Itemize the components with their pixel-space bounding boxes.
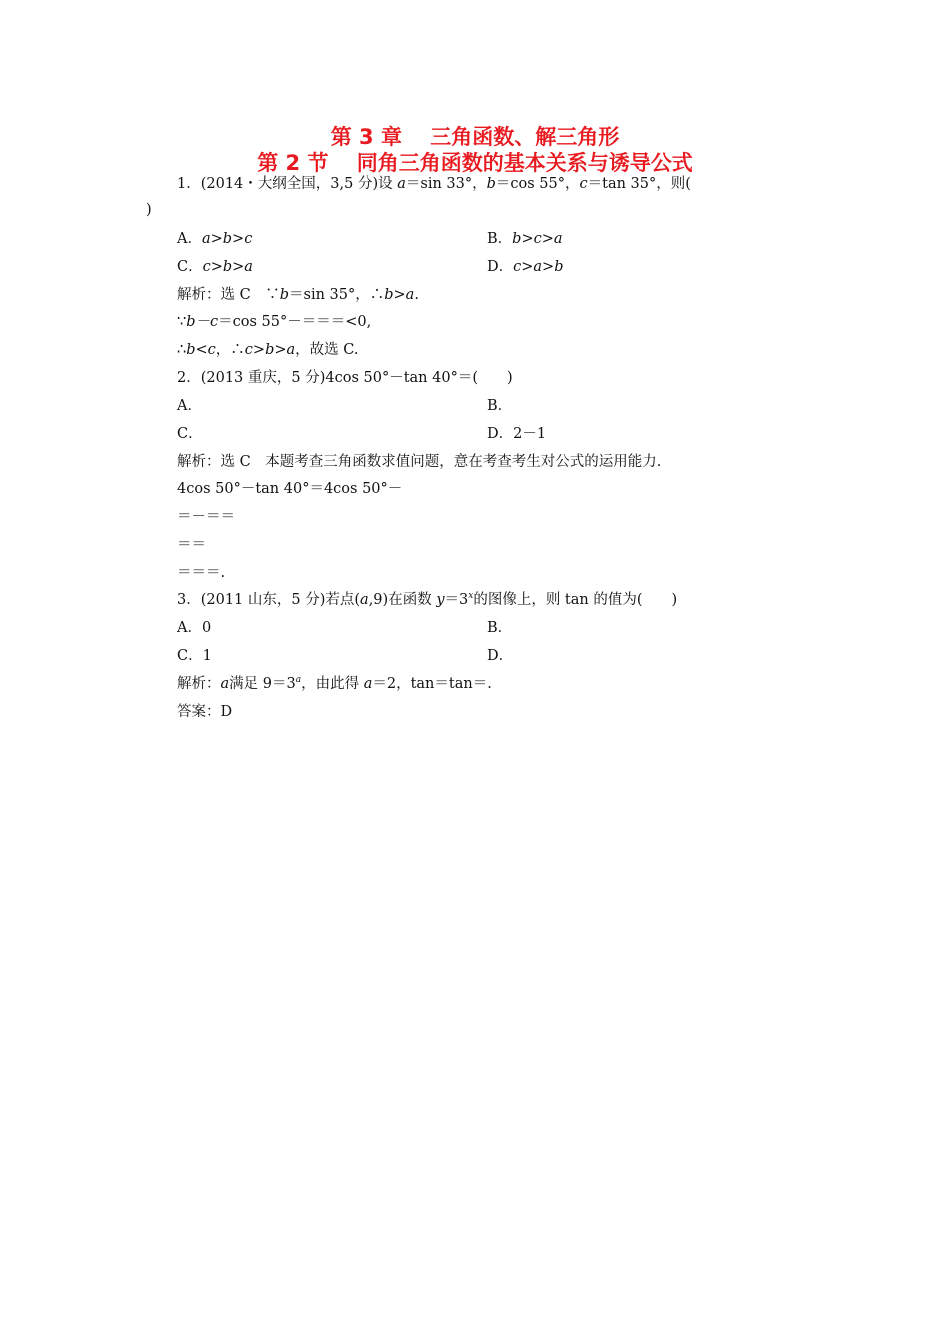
q1-var-b: b xyxy=(486,176,496,192)
q3-solution-mid2: ，由此得 xyxy=(301,676,364,692)
q2-stem: 2．(2013 重庆，5 分)4cos 50°－tan 40°＝( ) xyxy=(177,370,513,386)
q2-solution-1: 解析：选 C 本题考查三角函数求值问题，意在考查考生对公式的运用能力. xyxy=(177,454,662,470)
q1-eq-b: ＝cos 55°， xyxy=(495,176,580,192)
q1-option-c-expr: c>b>a xyxy=(202,259,253,275)
q2-solution-3: ＝－＝＝ xyxy=(177,509,235,525)
q1-eq-c: ＝tan 35°，则( xyxy=(587,176,691,192)
q3-option-b: B． xyxy=(487,620,513,636)
q3-option-a: A．0 xyxy=(177,620,212,636)
q1-option-a xyxy=(177,229,252,249)
q2-option-c: C． xyxy=(177,426,203,442)
q1-option-d xyxy=(487,257,564,277)
chapter-title: 第 3 章 三角函数、解三角形 xyxy=(330,125,620,149)
q3-var-a: a xyxy=(360,592,369,608)
q3-option-c: C．1 xyxy=(177,648,212,664)
q1-option-d-label: D． xyxy=(487,259,514,275)
q1-stem xyxy=(177,174,691,194)
q1-solution-var-b: b xyxy=(279,287,289,303)
q1-solution-1 xyxy=(177,285,419,305)
q2-option-b: B． xyxy=(487,398,513,414)
q1-option-c-label: C． xyxy=(177,259,203,275)
q3-solution-exp-a: a xyxy=(295,675,302,686)
q2-option-d: D．2－1 xyxy=(487,426,547,442)
q1-solution-3-c-gt-b-gt-a: c>b>a xyxy=(244,342,296,358)
q1-stem-prefix: 1．(2014・大纲全国，3,5 分)设 xyxy=(177,176,398,192)
q3-solution-var-a: a xyxy=(220,676,230,692)
q3-answer: 答案：D xyxy=(177,704,233,720)
q1-option-b-expr: b>c>a xyxy=(512,231,563,247)
q1-solution-3 xyxy=(177,340,358,360)
q3-solution-mid: 满足 9＝3 xyxy=(229,676,296,692)
q3-var-y: y xyxy=(436,592,445,608)
section-title: 第 2 节 同角三角函数的基本关系与诱导公式 xyxy=(257,151,693,175)
q3-stem-end: 的图像上，则 tan 的值为( ) xyxy=(473,592,678,608)
q2-solution-5: ＝＝＝. xyxy=(177,565,226,581)
q2-option-a: A． xyxy=(177,398,202,414)
q1-solution-3-therefore: ∴ xyxy=(177,342,187,358)
q3-var-x: x xyxy=(468,591,474,602)
q1-var-c: c xyxy=(579,176,588,192)
q2-solution-4: ＝＝ xyxy=(177,537,206,553)
q1-option-a-label: A． xyxy=(177,231,202,247)
q3-solution-prefix: 解析： xyxy=(177,676,221,692)
q1-eq-a: ＝sin 33°， xyxy=(405,176,487,192)
q1-solution-2-because: ∵ xyxy=(177,314,187,330)
q1-solution-prefix: 解析：选 C ∵ xyxy=(177,287,280,303)
q3-solution-var-a2: a xyxy=(363,676,373,692)
q1-solution-3-mid: ，∴ xyxy=(215,342,245,358)
q1-solution-dot: . xyxy=(414,287,419,303)
q1-solution-eq: ＝sin 35°，∴ xyxy=(289,287,385,303)
q1-solution-2-b-minus-c: b－c xyxy=(186,314,219,330)
q3-solution-end: ＝2，tan＝tan＝. xyxy=(372,676,492,692)
q1-option-b xyxy=(487,229,563,249)
q1-var-a: a xyxy=(397,176,406,192)
q3-stem xyxy=(177,590,677,610)
q2-solution-2: 4cos 50°－tan 40°＝4cos 50°－ xyxy=(177,481,403,497)
q1-solution-3-end: ，故选 C. xyxy=(295,342,359,358)
q1-solution-2-rest: ＝cos 55°－＝＝＝<0, xyxy=(218,314,372,330)
q1-solution-b-gt-a: b>a xyxy=(384,287,415,303)
q1-option-d-expr: c>a>b xyxy=(513,259,564,275)
q3-stem-eq: ＝3 xyxy=(444,592,469,608)
q1-option-c xyxy=(177,257,253,277)
q1-solution-3-b-lt-c: b<c xyxy=(186,342,216,358)
q1-option-a-expr: a>b>c xyxy=(201,231,253,247)
q1-stem-close: ) xyxy=(146,202,152,218)
q3-solution xyxy=(177,674,492,694)
q3-option-d: D． xyxy=(487,648,514,664)
q1-option-b-label: B． xyxy=(487,231,513,247)
q3-stem-prefix: 3．(2011 山东，5 分)若点( xyxy=(177,592,361,608)
q1-solution-2 xyxy=(177,312,371,332)
q3-stem-mid: ,9)在函数 xyxy=(368,592,437,608)
